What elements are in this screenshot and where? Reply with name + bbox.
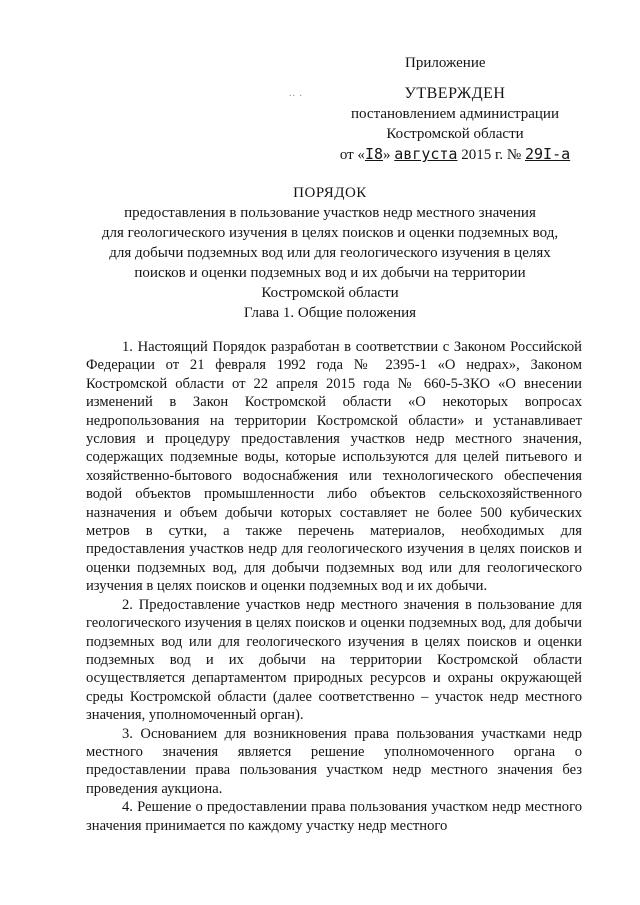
paragraph-2: 2. Предоставление участков недр местного значения в пользование для геологического изучения в целях поисков и оценки подземных вод, для добычи подземных вод или для геологического изучения в целях поисков и оценки подземных вод и их добычи на территории Костромской области осуществляется департаментом природных ресурсов и охраны окружающей среды Костромской области (далее соответственно – участок недр местного значения, уполномоченный орган). xyxy=(86,596,582,724)
title-line-3: для добычи подземных вод или для геологического изучения в целях xyxy=(109,245,551,261)
body-text xyxy=(86,338,582,835)
title-line-4: поисков и оценки подземных вод и их добычи на территории xyxy=(134,265,526,281)
title-line-2: для геологического изучения в целях поисков и оценки подземных вод, xyxy=(101,225,559,241)
approval-date-line: от «I8» августа 2015 г. № 29I-а xyxy=(339,145,571,163)
annex-label: Приложение xyxy=(405,55,486,71)
paragraph-3: 3. Основанием для возникновения права пользования участками недр местного значения является решение уполномоченного органа о предоставлении права пользования участком недр местного значения без проведения аукциона. xyxy=(86,725,582,797)
approval-block xyxy=(330,84,580,165)
paragraph-4: 4. Решение о предоставлении права пользования участком недр местного значения принимается по каждому участку недр местного xyxy=(86,799,582,834)
approved-heading: УТВЕРЖДЕН xyxy=(404,85,506,102)
document-title xyxy=(80,183,580,303)
title-line-5: Костромской области xyxy=(261,285,399,301)
approval-line-2: Костромской области xyxy=(386,126,524,142)
scan-speck: .. . xyxy=(289,88,303,99)
title-heading: ПОРЯДОК xyxy=(293,185,367,201)
title-line-1: предоставления в пользование участков недр местного значения xyxy=(124,205,536,221)
approval-month: августа xyxy=(394,145,458,163)
paragraph-1: 1. Настоящий Порядок разработан в соответствии с Законом Российской Федерации от 21 февраля 1992 года № 2395-1 «О недрах», Законом Костромской области от 22 апреля 2015 года № 660-5-ЗКО «О внесении изменений в Закон Костромской области «О некоторых вопросах недропользования на территории Костромской области» и устанавливает условия и процедуру предоставления участков недр местного значения, содержащих подземные воды, которые используются для целей питьевого и хозяйственно-бытового водоснабжения или технологического обеспечения водой объектов промышленности либо объектов сельскохозяйственного назначения и объем добычи которых составляет не более 500 кубических метров в сутки, а также перечень материалов, необходимых для предоставления участков недр для геологического изучения в целях поисков и оценки подземных вод, для добычи подземных вод или для геологического изучения в целях поисков и оценки подземных вод и их добычи. xyxy=(86,339,582,595)
approval-day: I8 xyxy=(364,145,383,163)
approval-number: 29I-а xyxy=(525,145,571,163)
chapter-heading: Глава 1. Общие положения xyxy=(243,305,417,321)
approval-line-1: постановлением администрации xyxy=(351,106,559,122)
